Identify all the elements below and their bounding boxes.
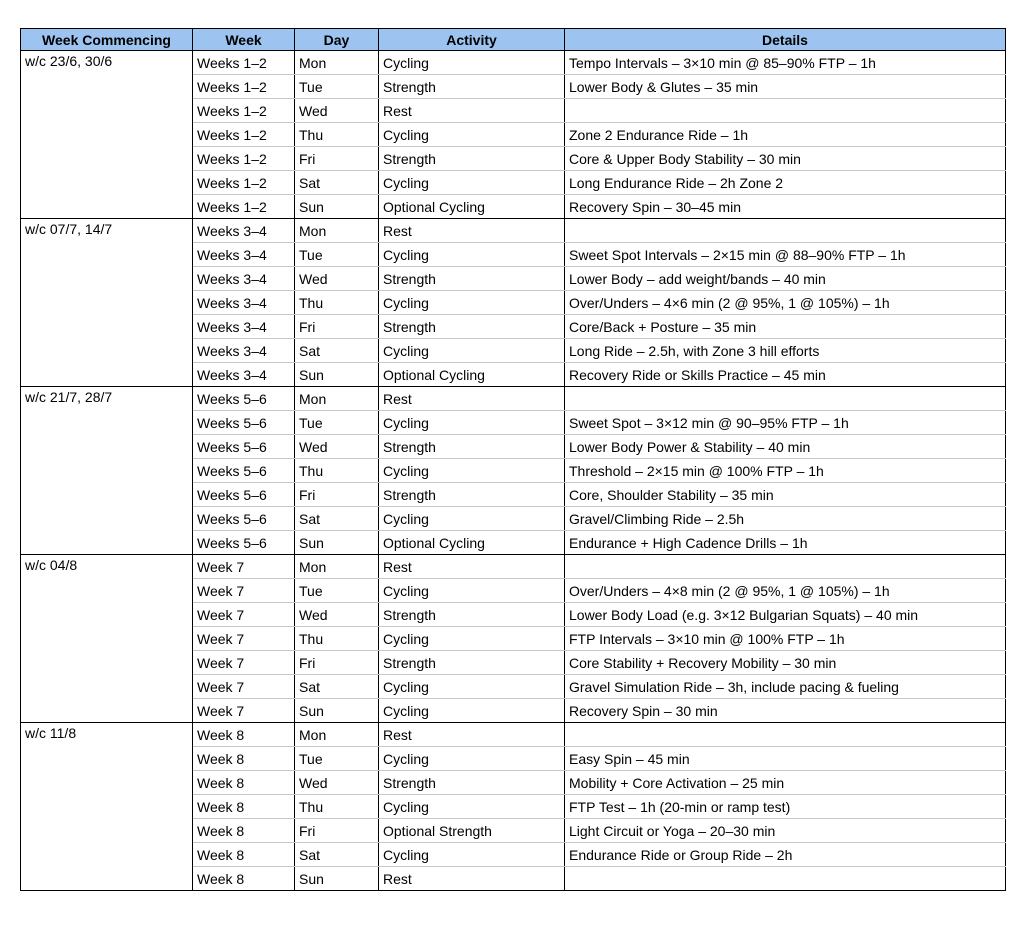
- day-cell: Wed: [295, 99, 379, 123]
- day-cell: Sun: [295, 195, 379, 219]
- week-cell: Weeks 3–4: [193, 363, 295, 387]
- week-cell: Weeks 3–4: [193, 219, 295, 243]
- header-row: [21, 29, 1006, 51]
- activity-cell: Cycling: [379, 411, 565, 435]
- day-cell: Fri: [295, 483, 379, 507]
- week-cell: Week 7: [193, 555, 295, 579]
- details-cell: Zone 2 Endurance Ride – 1h: [565, 123, 1006, 147]
- day-cell: Sun: [295, 867, 379, 891]
- header-details: Details: [565, 29, 1006, 51]
- activity-cell: Cycling: [379, 747, 565, 771]
- week-cell: Weeks 3–4: [193, 315, 295, 339]
- week-cell: Weeks 3–4: [193, 291, 295, 315]
- details-cell: Core, Shoulder Stability – 35 min: [565, 483, 1006, 507]
- day-cell: Fri: [295, 315, 379, 339]
- details-cell: Long Ride – 2.5h, with Zone 3 hill efforts: [565, 339, 1006, 363]
- week-cell: Weeks 5–6: [193, 435, 295, 459]
- day-cell: Wed: [295, 435, 379, 459]
- details-cell: [565, 723, 1006, 747]
- week-commencing-cell: w/c 23/6, 30/6: [21, 51, 193, 219]
- details-cell: Recovery Spin – 30 min: [565, 699, 1006, 723]
- week-commencing-cell: w/c 04/8: [21, 555, 193, 723]
- details-cell: [565, 387, 1006, 411]
- details-cell: [565, 219, 1006, 243]
- details-cell: Sweet Spot Intervals – 2×15 min @ 88–90% FTP – 1h: [565, 243, 1006, 267]
- day-cell: Sun: [295, 699, 379, 723]
- details-cell: [565, 99, 1006, 123]
- activity-cell: Cycling: [379, 843, 565, 867]
- day-cell: Thu: [295, 291, 379, 315]
- activity-cell: Cycling: [379, 339, 565, 363]
- details-cell: Threshold – 2×15 min @ 100% FTP – 1h: [565, 459, 1006, 483]
- activity-cell: Cycling: [379, 123, 565, 147]
- day-cell: Wed: [295, 267, 379, 291]
- details-cell: Over/Unders – 4×8 min (2 @ 95%, 1 @ 105%) – 1h: [565, 579, 1006, 603]
- week-cell: Weeks 5–6: [193, 507, 295, 531]
- activity-cell: Rest: [379, 723, 565, 747]
- day-cell: Mon: [295, 219, 379, 243]
- activity-cell: Cycling: [379, 795, 565, 819]
- details-cell: [565, 867, 1006, 891]
- week-cell: Weeks 3–4: [193, 339, 295, 363]
- day-cell: Sat: [295, 843, 379, 867]
- day-cell: Mon: [295, 555, 379, 579]
- activity-cell: Strength: [379, 483, 565, 507]
- week-cell: Weeks 1–2: [193, 195, 295, 219]
- activity-cell: Strength: [379, 771, 565, 795]
- header-week: Week: [193, 29, 295, 51]
- day-cell: Sat: [295, 339, 379, 363]
- details-cell: Lower Body & Glutes – 35 min: [565, 75, 1006, 99]
- week-cell: Week 7: [193, 579, 295, 603]
- table-row: [21, 219, 1006, 243]
- activity-cell: Strength: [379, 267, 565, 291]
- header-week-commencing: Week Commencing: [21, 29, 193, 51]
- details-cell: Recovery Spin – 30–45 min: [565, 195, 1006, 219]
- week-cell: Weeks 1–2: [193, 75, 295, 99]
- week-cell: Week 7: [193, 651, 295, 675]
- details-cell: Gravel/Climbing Ride – 2.5h: [565, 507, 1006, 531]
- week-cell: Week 7: [193, 603, 295, 627]
- activity-cell: Strength: [379, 75, 565, 99]
- week-cell: Weeks 5–6: [193, 483, 295, 507]
- details-cell: Endurance + High Cadence Drills – 1h: [565, 531, 1006, 555]
- table-row: [21, 723, 1006, 747]
- details-cell: Recovery Ride or Skills Practice – 45 min: [565, 363, 1006, 387]
- week-cell: Week 8: [193, 747, 295, 771]
- week-cell: Weeks 1–2: [193, 123, 295, 147]
- week-commencing-cell: w/c 07/7, 14/7: [21, 219, 193, 387]
- activity-cell: Cycling: [379, 243, 565, 267]
- activity-cell: Strength: [379, 603, 565, 627]
- header-day: Day: [295, 29, 379, 51]
- week-commencing-cell: w/c 11/8: [21, 723, 193, 891]
- week-cell: Weeks 1–2: [193, 99, 295, 123]
- details-cell: Tempo Intervals – 3×10 min @ 85–90% FTP – 1h: [565, 51, 1006, 75]
- day-cell: Mon: [295, 387, 379, 411]
- week-cell: Weeks 3–4: [193, 243, 295, 267]
- day-cell: Sat: [295, 507, 379, 531]
- details-cell: Mobility + Core Activation – 25 min: [565, 771, 1006, 795]
- table-row: [21, 555, 1006, 579]
- details-cell: FTP Test – 1h (20-min or ramp test): [565, 795, 1006, 819]
- week-cell: Weeks 5–6: [193, 411, 295, 435]
- week-commencing-cell: w/c 21/7, 28/7: [21, 387, 193, 555]
- week-cell: Week 8: [193, 795, 295, 819]
- day-cell: Tue: [295, 75, 379, 99]
- details-cell: Lower Body – add weight/bands – 40 min: [565, 267, 1006, 291]
- activity-cell: Strength: [379, 651, 565, 675]
- details-cell: Easy Spin – 45 min: [565, 747, 1006, 771]
- details-cell: Gravel Simulation Ride – 3h, include pacing & fueling: [565, 675, 1006, 699]
- day-cell: Thu: [295, 795, 379, 819]
- activity-cell: Cycling: [379, 579, 565, 603]
- details-cell: [565, 555, 1006, 579]
- day-cell: Sat: [295, 171, 379, 195]
- day-cell: Thu: [295, 459, 379, 483]
- header-activity: Activity: [379, 29, 565, 51]
- week-cell: Weeks 1–2: [193, 147, 295, 171]
- week-cell: Weeks 5–6: [193, 531, 295, 555]
- activity-cell: Strength: [379, 147, 565, 171]
- week-cell: Weeks 1–2: [193, 51, 295, 75]
- week-cell: Week 7: [193, 675, 295, 699]
- details-cell: Over/Unders – 4×6 min (2 @ 95%, 1 @ 105%) – 1h: [565, 291, 1006, 315]
- day-cell: Mon: [295, 51, 379, 75]
- day-cell: Thu: [295, 123, 379, 147]
- activity-cell: Strength: [379, 435, 565, 459]
- activity-cell: Strength: [379, 315, 565, 339]
- week-cell: Weeks 5–6: [193, 459, 295, 483]
- week-cell: Week 8: [193, 819, 295, 843]
- activity-cell: Rest: [379, 867, 565, 891]
- day-cell: Mon: [295, 723, 379, 747]
- details-cell: Core/Back + Posture – 35 min: [565, 315, 1006, 339]
- training-plan-sheet: [20, 28, 1005, 891]
- table-row: [21, 387, 1006, 411]
- details-cell: Light Circuit or Yoga – 20–30 min: [565, 819, 1006, 843]
- day-cell: Fri: [295, 651, 379, 675]
- activity-cell: Cycling: [379, 51, 565, 75]
- activity-cell: Optional Strength: [379, 819, 565, 843]
- week-cell: Weeks 1–2: [193, 171, 295, 195]
- table-body: [21, 51, 1006, 891]
- day-cell: Sun: [295, 531, 379, 555]
- week-cell: Weeks 3–4: [193, 267, 295, 291]
- activity-cell: Optional Cycling: [379, 531, 565, 555]
- day-cell: Tue: [295, 747, 379, 771]
- activity-cell: Rest: [379, 99, 565, 123]
- day-cell: Sun: [295, 363, 379, 387]
- activity-cell: Rest: [379, 555, 565, 579]
- day-cell: Fri: [295, 819, 379, 843]
- details-cell: Lower Body Power & Stability – 40 min: [565, 435, 1006, 459]
- week-cell: Weeks 5–6: [193, 387, 295, 411]
- activity-cell: Rest: [379, 387, 565, 411]
- activity-cell: Cycling: [379, 675, 565, 699]
- week-cell: Week 8: [193, 843, 295, 867]
- activity-cell: Cycling: [379, 627, 565, 651]
- week-cell: Week 8: [193, 867, 295, 891]
- day-cell: Wed: [295, 603, 379, 627]
- activity-cell: Cycling: [379, 171, 565, 195]
- day-cell: Thu: [295, 627, 379, 651]
- activity-cell: Cycling: [379, 459, 565, 483]
- details-cell: FTP Intervals – 3×10 min @ 100% FTP – 1h: [565, 627, 1006, 651]
- details-cell: Long Endurance Ride – 2h Zone 2: [565, 171, 1006, 195]
- week-cell: Week 7: [193, 627, 295, 651]
- day-cell: Fri: [295, 147, 379, 171]
- day-cell: Tue: [295, 579, 379, 603]
- day-cell: Tue: [295, 243, 379, 267]
- day-cell: Tue: [295, 411, 379, 435]
- activity-cell: Cycling: [379, 507, 565, 531]
- week-cell: Week 8: [193, 723, 295, 747]
- training-plan-table: [20, 28, 1006, 891]
- week-cell: Week 8: [193, 771, 295, 795]
- details-cell: Sweet Spot – 3×12 min @ 90–95% FTP – 1h: [565, 411, 1006, 435]
- activity-cell: Rest: [379, 219, 565, 243]
- day-cell: Sat: [295, 675, 379, 699]
- details-cell: Endurance Ride or Group Ride – 2h: [565, 843, 1006, 867]
- details-cell: Core Stability + Recovery Mobility – 30 min: [565, 651, 1006, 675]
- activity-cell: Optional Cycling: [379, 363, 565, 387]
- table-row: [21, 51, 1006, 75]
- details-cell: Lower Body Load (e.g. 3×12 Bulgarian Squats) – 40 min: [565, 603, 1006, 627]
- activity-cell: Cycling: [379, 291, 565, 315]
- day-cell: Wed: [295, 771, 379, 795]
- activity-cell: Cycling: [379, 699, 565, 723]
- week-cell: Week 7: [193, 699, 295, 723]
- activity-cell: Optional Cycling: [379, 195, 565, 219]
- details-cell: Core & Upper Body Stability – 30 min: [565, 147, 1006, 171]
